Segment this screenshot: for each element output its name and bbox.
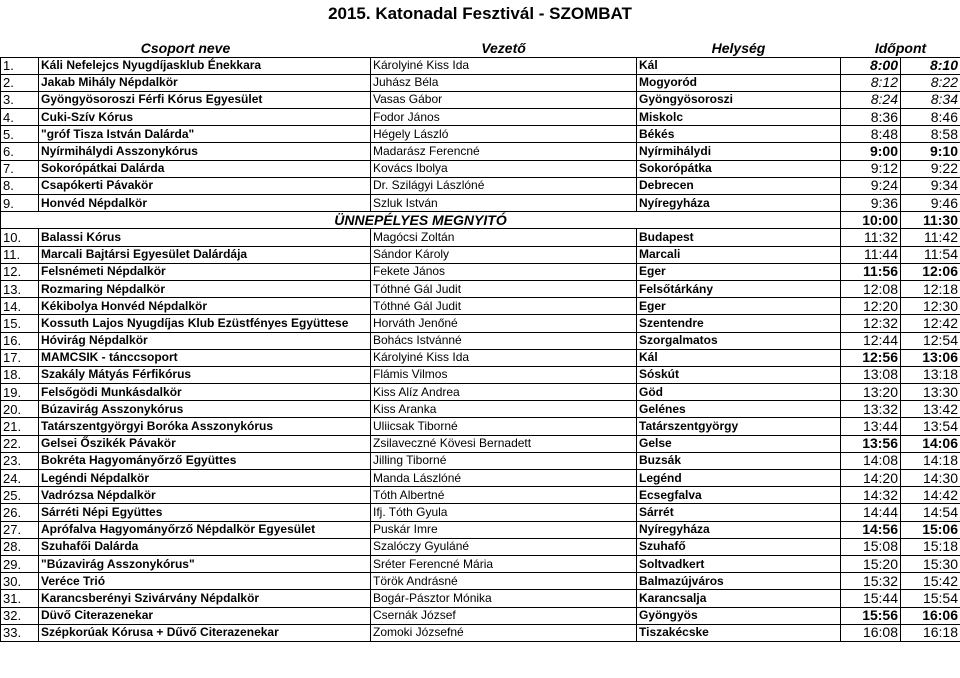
row-number: 28. xyxy=(1,538,39,555)
group-name: Düvő Citerazenekar xyxy=(39,607,371,624)
leader-name: Magócsi Zoltán xyxy=(371,229,637,246)
place-name: Békés xyxy=(637,126,841,143)
end-time: 13:54 xyxy=(901,418,960,435)
start-time: 8:48 xyxy=(841,126,901,143)
group-name: Tatárszentgyörgyi Boróka Asszonykórus xyxy=(39,418,371,435)
leader-name: Csernák József xyxy=(371,607,637,624)
row-number: 9. xyxy=(1,195,39,212)
leader-name: Jilling Tiborné xyxy=(371,452,637,469)
group-name: Gelsei Őszikék Pávakör xyxy=(39,435,371,452)
place-name: Göd xyxy=(637,384,841,401)
row-number: 8. xyxy=(1,177,39,194)
opening-ceremony-label: ÜNNEPÉLYES MEGNYITÓ xyxy=(1,212,841,229)
start-time: 14:56 xyxy=(841,521,901,538)
end-time: 14:42 xyxy=(901,487,960,504)
end-time: 13:30 xyxy=(901,384,960,401)
place-name: Eger xyxy=(637,298,841,315)
leader-name: Horváth Jenőné xyxy=(371,315,637,332)
table-row xyxy=(1,349,960,366)
table-row xyxy=(1,177,960,194)
table-row xyxy=(1,57,960,74)
leader-name: Károlyiné Kiss Ida xyxy=(371,349,637,366)
start-time: 13:08 xyxy=(841,366,901,383)
group-name: Bokréta Hagyományőrző Együttes xyxy=(39,452,371,469)
row-number: 17. xyxy=(1,349,39,366)
end-time: 15:30 xyxy=(901,555,960,572)
leader-name: Puskár Imre xyxy=(371,521,637,538)
group-name: Csapókerti Pávakör xyxy=(39,177,371,194)
row-number: 31. xyxy=(1,590,39,607)
table-row xyxy=(1,298,960,315)
end-time: 8:58 xyxy=(901,126,960,143)
table-row xyxy=(1,160,960,177)
row-number: 7. xyxy=(1,160,39,177)
start-time: 8:00 xyxy=(841,57,901,74)
leader-name: Ifj. Tóth Gyula xyxy=(371,504,637,521)
group-name: Búzavirág Asszonykórus xyxy=(39,401,371,418)
leader-name: Dr. Szilágyi Lászlóné xyxy=(371,177,637,194)
place-name: Balmazújváros xyxy=(637,573,841,590)
place-name: Szentendre xyxy=(637,315,841,332)
place-name: Sokorópátka xyxy=(637,160,841,177)
table-row xyxy=(1,452,960,469)
start-time: 11:44 xyxy=(841,246,901,263)
leader-name: Bogár-Pásztor Mónika xyxy=(371,590,637,607)
end-time: 15:54 xyxy=(901,590,960,607)
end-time: 16:06 xyxy=(901,607,960,624)
row-number: 18. xyxy=(1,366,39,383)
place-name: Soltvadkert xyxy=(637,555,841,572)
place-name: Szorgalmatos xyxy=(637,332,841,349)
group-name: Szakály Mátyás Férfikórus xyxy=(39,366,371,383)
leader-name: Szluk István xyxy=(371,195,637,212)
leader-name: Szalóczy Gyuláné xyxy=(371,538,637,555)
start-time: 13:20 xyxy=(841,384,901,401)
end-time: 15:06 xyxy=(901,521,960,538)
leader-name: Bohács Istvánné xyxy=(371,332,637,349)
leader-name: Kiss Alíz Andrea xyxy=(371,384,637,401)
start-time: 12:56 xyxy=(841,349,901,366)
row-number: 33. xyxy=(1,624,39,641)
group-name: Veréce Trió xyxy=(39,573,371,590)
place-name: Tiszakécske xyxy=(637,624,841,641)
start-time: 8:24 xyxy=(841,91,901,108)
start-time: 16:08 xyxy=(841,624,901,641)
row-number: 12. xyxy=(1,263,39,280)
table-row xyxy=(1,401,960,418)
leader-name: Török Andrásné xyxy=(371,573,637,590)
table-row xyxy=(1,263,960,280)
start-time: 9:24 xyxy=(841,177,901,194)
place-name: Gelse xyxy=(637,435,841,452)
place-name: Nyíregyháza xyxy=(637,195,841,212)
table-row xyxy=(1,332,960,349)
end-time: 8:46 xyxy=(901,109,960,126)
table-row xyxy=(1,315,960,332)
row-number: 3. xyxy=(1,91,39,108)
leader-name: Fekete János xyxy=(371,263,637,280)
group-name: Káli Nefelejcs Nyugdíjasklub Énekkara xyxy=(39,57,371,74)
row-number: 1. xyxy=(1,57,39,74)
end-time: 12:42 xyxy=(901,315,960,332)
place-name: Tatárszentgyörgy xyxy=(637,418,841,435)
group-name: Aprófalva Hagyományőrző Népdalkör Egyesület xyxy=(39,521,371,538)
leader-name: Tóthné Gál Judit xyxy=(371,280,637,297)
end-time: 8:10 xyxy=(901,57,960,74)
place-name: Gyöngyös xyxy=(637,607,841,624)
row-number: 4. xyxy=(1,109,39,126)
table-row xyxy=(1,91,960,108)
group-name: Gyöngyösoroszi Férfi Kórus Egyesület xyxy=(39,91,371,108)
end-time: 12:06 xyxy=(901,263,960,280)
table-row xyxy=(1,470,960,487)
end-time: 12:54 xyxy=(901,332,960,349)
start-time: 13:44 xyxy=(841,418,901,435)
end-time: 9:46 xyxy=(901,195,960,212)
start-time: 9:36 xyxy=(841,195,901,212)
row-number: 13. xyxy=(1,280,39,297)
row-number: 10. xyxy=(1,229,39,246)
group-name: Szuhafői Dalárda xyxy=(39,538,371,555)
group-name: Cuki-Szív Kórus xyxy=(39,109,371,126)
group-name: Felsőgödi Munkásdalkör xyxy=(39,384,371,401)
place-name: Eger xyxy=(637,263,841,280)
group-name: Jakab Mihály Népdalkör xyxy=(39,74,371,91)
start-time: 14:44 xyxy=(841,504,901,521)
start-time: 15:56 xyxy=(841,607,901,624)
start-time: 12:20 xyxy=(841,298,901,315)
row-number: 26. xyxy=(1,504,39,521)
end-time: 12:18 xyxy=(901,280,960,297)
row-number: 32. xyxy=(1,607,39,624)
end-time: 12:30 xyxy=(901,298,960,315)
table-row xyxy=(1,384,960,401)
place-name: Mogyoród xyxy=(637,74,841,91)
group-name: Hóvirág Népdalkör xyxy=(39,332,371,349)
table-row xyxy=(1,126,960,143)
place-name: Sóskút xyxy=(637,366,841,383)
table-row xyxy=(1,624,960,641)
row-number: 6. xyxy=(1,143,39,160)
start-time: 15:20 xyxy=(841,555,901,572)
table-row xyxy=(1,229,960,246)
end-time: 15:42 xyxy=(901,573,960,590)
table-row xyxy=(1,280,960,297)
table-row xyxy=(1,487,960,504)
table-row xyxy=(1,521,960,538)
row-number: 14. xyxy=(1,298,39,315)
end-time: 14:54 xyxy=(901,504,960,521)
header-row xyxy=(1,40,960,57)
place-name: Sárrét xyxy=(637,504,841,521)
group-name: Karancsberényi Szivárvány Népdalkör xyxy=(39,590,371,607)
header-group: Csoport neve xyxy=(1,40,371,57)
end-time: 9:34 xyxy=(901,177,960,194)
start-time: 8:36 xyxy=(841,109,901,126)
end-time: 9:10 xyxy=(901,143,960,160)
row-number: 24. xyxy=(1,470,39,487)
group-name: Felsnémeti Népdalkör xyxy=(39,263,371,280)
place-name: Marcali xyxy=(637,246,841,263)
end-time: 13:06 xyxy=(901,349,960,366)
start-time: 11:56 xyxy=(841,263,901,280)
start-time: 12:08 xyxy=(841,280,901,297)
row-number: 30. xyxy=(1,573,39,590)
table-row xyxy=(1,418,960,435)
place-name: Karancsalja xyxy=(637,590,841,607)
leader-name: Juhász Béla xyxy=(371,74,637,91)
row-number: 21. xyxy=(1,418,39,435)
group-name: Kossuth Lajos Nyugdíjas Klub Ezüstfényes Együttese xyxy=(39,315,371,332)
place-name: Ecsegfalva xyxy=(637,487,841,504)
start-time: 9:00 xyxy=(841,143,901,160)
place-name: Gelénes xyxy=(637,401,841,418)
start-time: 15:32 xyxy=(841,573,901,590)
group-name: Sárréti Népi Együttes xyxy=(39,504,371,521)
row-number: 5. xyxy=(1,126,39,143)
end-time: 14:18 xyxy=(901,452,960,469)
table-row xyxy=(1,195,960,212)
leader-name: Manda Lászlóné xyxy=(371,470,637,487)
table-row xyxy=(1,538,960,555)
table-row xyxy=(1,607,960,624)
place-name: Debrecen xyxy=(637,177,841,194)
table-row xyxy=(1,366,960,383)
table-row xyxy=(1,573,960,590)
end-time: 14:06 xyxy=(901,435,960,452)
leader-name: Sréter Ferencné Mária xyxy=(371,555,637,572)
leader-name: Zsilaveczné Kövesi Bernadett xyxy=(371,435,637,452)
place-name: Szuhafő xyxy=(637,538,841,555)
group-name: "gróf Tisza István Dalárda" xyxy=(39,126,371,143)
start-time: 8:12 xyxy=(841,74,901,91)
start-time: 15:08 xyxy=(841,538,901,555)
place-name: Legénd xyxy=(637,470,841,487)
leader-name: Kovács Ibolya xyxy=(371,160,637,177)
group-name: "Búzavirág Asszonykórus" xyxy=(39,555,371,572)
place-name: Budapest xyxy=(637,229,841,246)
place-name: Nyírmihálydi xyxy=(637,143,841,160)
row-number: 2. xyxy=(1,74,39,91)
end-time: 11:54 xyxy=(901,246,960,263)
table-row xyxy=(1,143,960,160)
start-time: 15:44 xyxy=(841,590,901,607)
place-name: Gyöngyösoroszi xyxy=(637,91,841,108)
row-number: 23. xyxy=(1,452,39,469)
place-name: Nyíregyháza xyxy=(637,521,841,538)
leader-name: Hégely László xyxy=(371,126,637,143)
group-name: Honvéd Népdalkör xyxy=(39,195,371,212)
start-time: 12:44 xyxy=(841,332,901,349)
leader-name: Kiss Aranka xyxy=(371,401,637,418)
place-name: Buzsák xyxy=(637,452,841,469)
group-name: Sokorópátkai Dalárda xyxy=(39,160,371,177)
place-name: Kál xyxy=(637,57,841,74)
start-time: 9:12 xyxy=(841,160,901,177)
leader-name: Madarász Ferencné xyxy=(371,143,637,160)
row-number: 19. xyxy=(1,384,39,401)
row-number: 16. xyxy=(1,332,39,349)
row-number: 27. xyxy=(1,521,39,538)
end-time: 9:22 xyxy=(901,160,960,177)
table-row xyxy=(1,212,960,229)
row-number: 22. xyxy=(1,435,39,452)
group-name: Balassi Kórus xyxy=(39,229,371,246)
start-time: 10:00 xyxy=(841,212,901,229)
place-name: Felsőtárkány xyxy=(637,280,841,297)
row-number: 29. xyxy=(1,555,39,572)
end-time: 13:42 xyxy=(901,401,960,418)
header-leader: Vezető xyxy=(371,40,637,57)
leader-name: Flámis Vilmos xyxy=(371,366,637,383)
end-time: 8:22 xyxy=(901,74,960,91)
end-time: 15:18 xyxy=(901,538,960,555)
end-time: 11:42 xyxy=(901,229,960,246)
table-row xyxy=(1,109,960,126)
header-time: Időpont xyxy=(841,40,960,57)
table-row xyxy=(1,246,960,263)
start-time: 14:08 xyxy=(841,452,901,469)
start-time: 14:32 xyxy=(841,487,901,504)
leader-name: Vasas Gábor xyxy=(371,91,637,108)
table-row xyxy=(1,590,960,607)
header-place: Helység xyxy=(637,40,841,57)
place-name: Kál xyxy=(637,349,841,366)
group-name: MAMCSIK - tánccsoport xyxy=(39,349,371,366)
row-number: 15. xyxy=(1,315,39,332)
page-title: 2015. Katonadal Fesztivál - SZOMBAT xyxy=(328,4,632,23)
table-row xyxy=(1,435,960,452)
table-row xyxy=(1,555,960,572)
group-name: Szépkorúak Kórusa + Dűvő Citerazenekar xyxy=(39,624,371,641)
leader-name: Fodor János xyxy=(371,109,637,126)
end-time: 11:30 xyxy=(901,212,960,229)
leader-name: Károlyiné Kiss Ida xyxy=(371,57,637,74)
start-time: 13:32 xyxy=(841,401,901,418)
row-number: 20. xyxy=(1,401,39,418)
group-name: Kékibolya Honvéd Népdalkör xyxy=(39,298,371,315)
group-name: Vadrózsa Népdalkör xyxy=(39,487,371,504)
start-time: 11:32 xyxy=(841,229,901,246)
leader-name: Zomoki Józsefné xyxy=(371,624,637,641)
place-name: Miskolc xyxy=(637,109,841,126)
row-number: 11. xyxy=(1,246,39,263)
table-row xyxy=(1,504,960,521)
start-time: 14:20 xyxy=(841,470,901,487)
leader-name: Uliicsak Tiborné xyxy=(371,418,637,435)
group-name: Nyírmihálydi Asszonykórus xyxy=(39,143,371,160)
start-time: 13:56 xyxy=(841,435,901,452)
end-time: 16:18 xyxy=(901,624,960,641)
group-name: Legéndi Népdalkör xyxy=(39,470,371,487)
table-row xyxy=(1,74,960,91)
end-time: 8:34 xyxy=(901,91,960,108)
group-name: Marcali Bajtársi Egyesület Dalárdája xyxy=(39,246,371,263)
leader-name: Sándor Károly xyxy=(371,246,637,263)
start-time: 12:32 xyxy=(841,315,901,332)
end-time: 14:30 xyxy=(901,470,960,487)
leader-name: Tóth Albertné xyxy=(371,487,637,504)
group-name: Rozmaring Népdalkör xyxy=(39,280,371,297)
end-time: 13:18 xyxy=(901,366,960,383)
leader-name: Tóthné Gál Judit xyxy=(371,298,637,315)
row-number: 25. xyxy=(1,487,39,504)
schedule-table xyxy=(0,40,960,642)
